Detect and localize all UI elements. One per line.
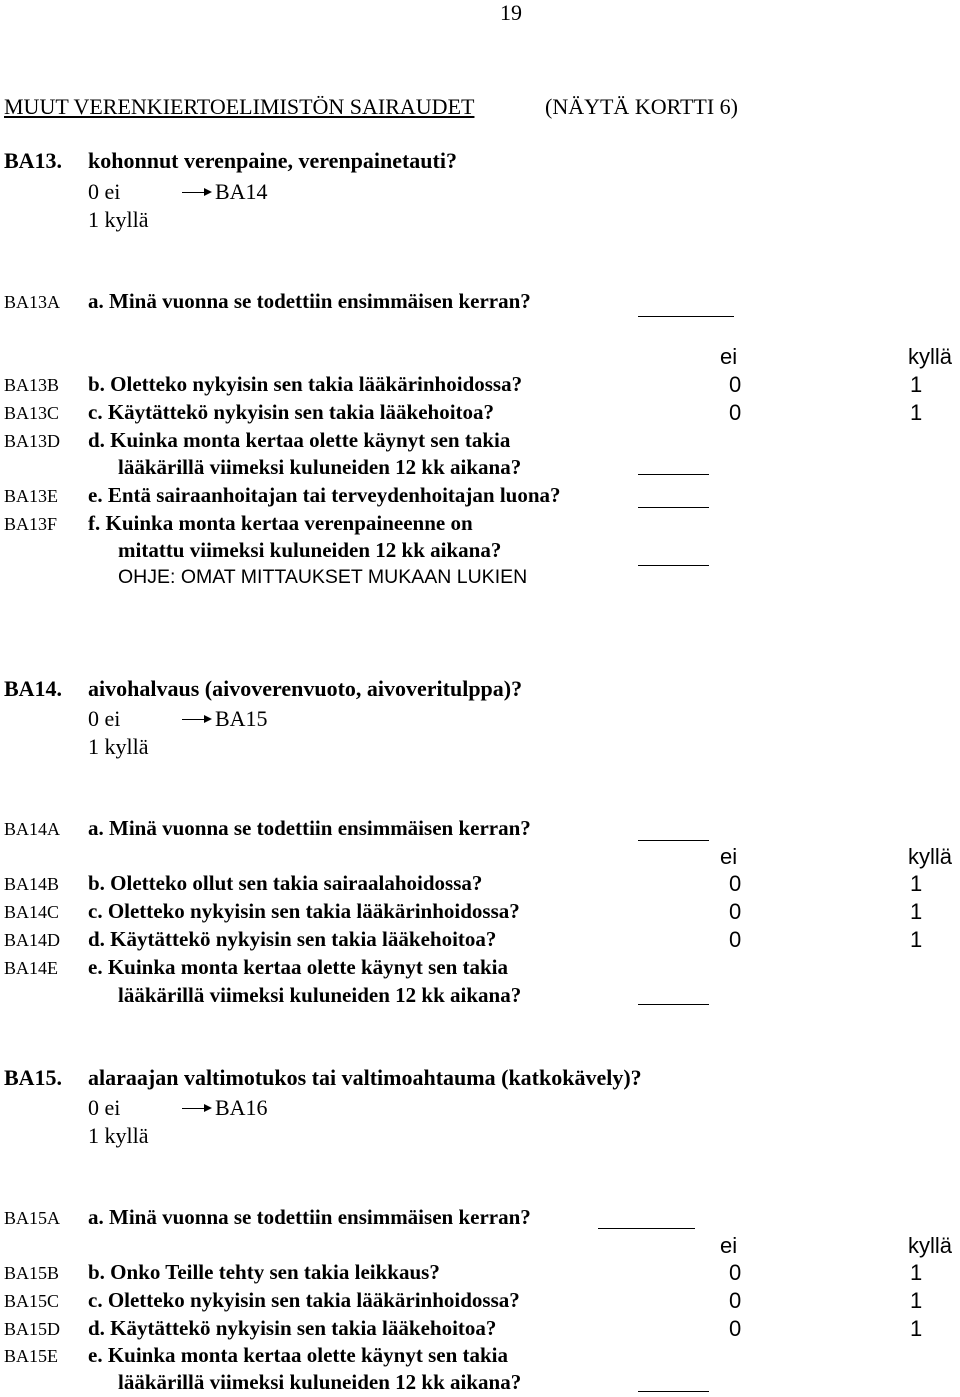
arrow-right-icon — [182, 1104, 212, 1112]
subquestion-text-cont: lääkärillä viimeksi kuluneiden 12 kk aikana? — [118, 1370, 522, 1394]
arrow-right-icon — [182, 715, 212, 723]
subquestion-code: BA14B — [4, 874, 60, 894]
skip-target: BA16 — [215, 1095, 268, 1120]
interviewer-note: OHJE: OMAT MITTAUKSET MUKAAN LUKIEN — [118, 566, 528, 588]
column-header-yes: kyllä — [908, 844, 953, 869]
show-card-note: (NÄYTÄ KORTTI 6) — [545, 94, 738, 119]
question-text: alaraajan valtimotukos tai valtimoahtauma (katkokävely)? — [88, 1065, 642, 1090]
column-header-yes: kyllä — [908, 344, 953, 369]
option-no: 0 ei — [88, 179, 121, 204]
subquestion-text: e. Kuinka monta kertaa olette käynyt sen takia — [88, 955, 508, 979]
subquestion-code: BA15C — [4, 1291, 60, 1311]
option-yes: 1 kyllä — [88, 207, 149, 232]
page-number: 19 — [500, 0, 522, 25]
subquestion-text-cont: lääkärillä viimeksi kuluneiden 12 kk aikana? — [118, 983, 522, 1007]
answer-line[interactable] — [638, 316, 734, 317]
section-title: MUUT VERENKIERTOELIMISTÖN SAIRAUDET — [4, 94, 475, 119]
subquestion-text-cont: lääkärillä viimeksi kuluneiden 12 kk aikana? — [118, 455, 522, 479]
question-code: BA14. — [4, 676, 63, 701]
answer-line[interactable] — [638, 1391, 709, 1392]
answer-line[interactable] — [638, 840, 709, 841]
subquestion-text: e. Kuinka monta kertaa olette käynyt sen takia — [88, 1343, 508, 1367]
answer-line[interactable] — [598, 1228, 695, 1229]
column-header-no: ei — [720, 1233, 738, 1258]
choice-yes[interactable]: 1 — [910, 372, 923, 397]
answer-line[interactable] — [638, 507, 709, 508]
column-header-yes: kyllä — [908, 1233, 953, 1258]
subquestion-text: c. Oletteko nykyisin sen takia lääkärinhoidossa? — [88, 1288, 520, 1312]
subquestion-text: d. Kuinka monta kertaa olette käynyt sen takia — [88, 428, 511, 452]
arrow-right-icon — [182, 188, 212, 196]
choice-yes[interactable]: 1 — [910, 1288, 923, 1313]
subquestion-text: a. Minä vuonna se todettiin ensimmäisen kerran? — [88, 289, 531, 313]
answer-line[interactable] — [638, 1004, 709, 1005]
choice-no[interactable]: 0 — [729, 899, 742, 924]
question-text: kohonnut verenpaine, verenpainetauti? — [88, 148, 457, 173]
column-header-no: ei — [720, 844, 738, 869]
column-header-no: ei — [720, 344, 738, 369]
skip-target: BA15 — [215, 706, 268, 731]
choice-no[interactable]: 0 — [729, 1316, 742, 1341]
subquestion-text-cont: mitattu viimeksi kuluneiden 12 kk aikana? — [118, 538, 502, 562]
subquestion-text: d. Käytättekö nykyisin sen takia lääkehoitoa? — [88, 1316, 497, 1340]
subquestion-code: BA14A — [4, 819, 61, 839]
choice-yes[interactable]: 1 — [910, 899, 923, 924]
subquestion-code: BA13B — [4, 375, 60, 395]
subquestion-text: c. Oletteko nykyisin sen takia lääkärinhoidossa? — [88, 899, 520, 923]
choice-yes[interactable]: 1 — [910, 400, 923, 425]
subquestion-text: b. Onko Teille tehty sen takia leikkaus? — [88, 1260, 440, 1284]
question-code: BA13. — [4, 148, 63, 173]
subquestion-text: b. Oletteko nykyisin sen takia lääkärinhoidossa? — [88, 372, 523, 396]
choice-no[interactable]: 0 — [729, 871, 742, 896]
subquestion-code: BA15A — [4, 1208, 61, 1228]
subquestion-text: b. Oletteko ollut sen takia sairaalahoidossa? — [88, 871, 483, 895]
option-no: 0 ei — [88, 1095, 121, 1120]
subquestion-code: BA15D — [4, 1319, 61, 1339]
subquestion-code: BA13C — [4, 403, 60, 423]
subquestion-code: BA13E — [4, 486, 58, 506]
question-code: BA15. — [4, 1065, 63, 1090]
answer-line[interactable] — [638, 474, 709, 475]
question-text: aivohalvaus (aivoverenvuoto, aivoveritulppa)? — [88, 676, 523, 701]
choice-yes[interactable]: 1 — [910, 927, 923, 952]
subquestion-code: BA14D — [4, 930, 61, 950]
subquestion-code: BA13D — [4, 431, 61, 451]
option-no: 0 ei — [88, 706, 121, 731]
subquestion-text: e. Entä sairaanhoitajan tai terveydenhoitajan luona? — [88, 483, 561, 507]
subquestion-code: BA14E — [4, 958, 58, 978]
subquestion-text: f. Kuinka monta kertaa verenpaineenne on — [88, 511, 473, 535]
choice-no[interactable]: 0 — [729, 1260, 742, 1285]
subquestion-code: BA13A — [4, 292, 61, 312]
option-yes: 1 kyllä — [88, 1123, 149, 1148]
choice-no[interactable]: 0 — [729, 927, 742, 952]
choice-yes[interactable]: 1 — [910, 871, 923, 896]
subquestion-code: BA15B — [4, 1263, 60, 1283]
skip-target: BA14 — [215, 179, 268, 204]
subquestion-text: a. Minä vuonna se todettiin ensimmäisen kerran? — [88, 816, 531, 840]
subquestion-text: d. Käytättekö nykyisin sen takia lääkehoitoa? — [88, 927, 497, 951]
subquestion-text: c. Käytättekö nykyisin sen takia lääkehoitoa? — [88, 400, 495, 424]
choice-no[interactable]: 0 — [729, 372, 742, 397]
subquestion-text: a. Minä vuonna se todettiin ensimmäisen kerran? — [88, 1205, 531, 1229]
choice-yes[interactable]: 1 — [910, 1260, 923, 1285]
choice-no[interactable]: 0 — [729, 400, 742, 425]
choice-yes[interactable]: 1 — [910, 1316, 923, 1341]
choice-no[interactable]: 0 — [729, 1288, 742, 1313]
option-yes: 1 kyllä — [88, 734, 149, 759]
subquestion-code: BA15E — [4, 1346, 58, 1366]
subquestion-code: BA14C — [4, 902, 60, 922]
answer-line[interactable] — [638, 565, 709, 566]
subquestion-code: BA13F — [4, 514, 58, 534]
